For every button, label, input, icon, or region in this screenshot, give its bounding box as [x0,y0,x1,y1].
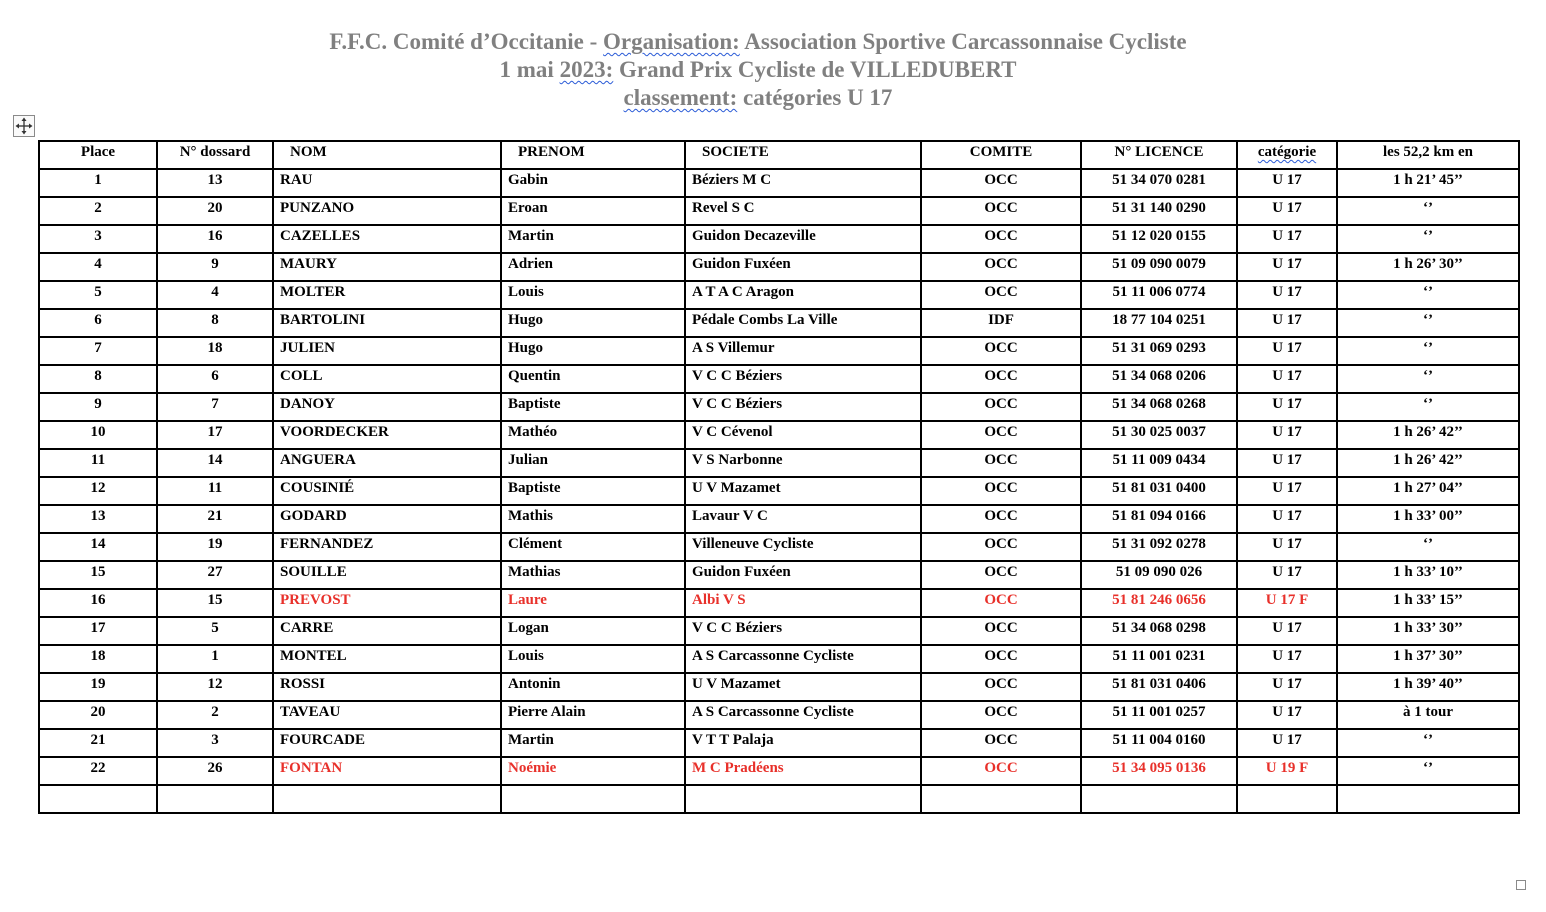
cell-licence: 51 81 031 0406 [1081,673,1237,701]
cell-licence: 51 31 069 0293 [1081,337,1237,365]
table-row [39,477,1519,505]
cell-comite: OCC [921,197,1081,225]
cell-place: 21 [39,729,157,757]
cell-nom: ROSSI [273,673,501,701]
cell-place: 2 [39,197,157,225]
cell-dossard: 4 [157,281,273,309]
cell-categorie: U 17 [1237,673,1337,701]
cell-temps: ‘’ [1337,309,1519,337]
cell-societe: Lavaur V C [685,505,921,533]
column-header: catégorie [1237,141,1337,169]
table-row [39,645,1519,673]
table-row [39,617,1519,645]
column-header: Place [39,141,157,169]
cell-dossard: 18 [157,337,273,365]
cell-comite: OCC [921,533,1081,561]
cell-societe: V C C Béziers [685,393,921,421]
cell-prenom: Logan [501,617,685,645]
cell-comite: OCC [921,365,1081,393]
cell-comite: OCC [921,421,1081,449]
cell-licence: 51 11 006 0774 [1081,281,1237,309]
cell-licence: 51 30 025 0037 [1081,421,1237,449]
cell-prenom: Noémie [501,757,685,785]
cell-place: 13 [39,505,157,533]
table-row [39,169,1519,197]
cell-prenom: Baptiste [501,477,685,505]
cell-licence: 51 31 092 0278 [1081,533,1237,561]
cell-licence: 51 11 001 0231 [1081,645,1237,673]
cell-licence: 51 34 068 0206 [1081,365,1237,393]
cell-categorie: U 17 [1237,477,1337,505]
cell-prenom: Gabin [501,169,685,197]
table-row [39,421,1519,449]
cell-comite: OCC [921,393,1081,421]
cell-nom: CAZELLES [273,225,501,253]
cell-prenom: Hugo [501,309,685,337]
cell-temps: 1 h 26’ 42’’ [1337,449,1519,477]
cell-comite: OCC [921,337,1081,365]
cell-licence: 51 09 090 026 [1081,561,1237,589]
cell-categorie: U 17 [1237,617,1337,645]
document-title [0,28,1516,112]
cell-licence: 51 34 070 0281 [1081,169,1237,197]
cell-comite: OCC [921,701,1081,729]
cell-societe: A S Carcassonne Cycliste [685,701,921,729]
cell-societe: A T A C Aragon [685,281,921,309]
cell-place: 3 [39,225,157,253]
cell-categorie: U 17 [1237,449,1337,477]
cell-categorie: U 17 [1237,337,1337,365]
cell-societe: Villeneuve Cycliste [685,533,921,561]
cell-comite: OCC [921,561,1081,589]
cell-temps: à 1 tour [1337,701,1519,729]
cell-place: 12 [39,477,157,505]
cell-societe: U V Mazamet [685,673,921,701]
cell-comite: OCC [921,617,1081,645]
cell-dossard: 17 [157,421,273,449]
cell-licence: 51 11 009 0434 [1081,449,1237,477]
cell-dossard: 5 [157,617,273,645]
cell-temps: 1 h 39’ 40’’ [1337,673,1519,701]
cell-dossard: 21 [157,505,273,533]
cell-place: 9 [39,393,157,421]
results-table [38,140,1520,814]
cell-nom: JULIEN [273,337,501,365]
table-row [39,197,1519,225]
table-row [39,281,1519,309]
table-row [39,449,1519,477]
cell-societe: U V Mazamet [685,477,921,505]
table-row [39,561,1519,589]
cell-temps: ‘’ [1337,281,1519,309]
cell-prenom: Antonin [501,673,685,701]
cell-nom: MONTEL [273,645,501,673]
resize-handle-icon[interactable] [1516,880,1526,890]
cell-categorie: U 17 [1237,421,1337,449]
cell-comite: OCC [921,505,1081,533]
cell-dossard: 1 [157,645,273,673]
cell-dossard: 7 [157,393,273,421]
cell-place: 16 [39,589,157,617]
cell-temps: ‘’ [1337,533,1519,561]
cell-nom: FERNANDEZ [273,533,501,561]
cell-place: 6 [39,309,157,337]
cell-place: 19 [39,673,157,701]
cell-societe: V S Narbonne [685,449,921,477]
cell-dossard: 2 [157,701,273,729]
cell-categorie: U 17 [1237,169,1337,197]
cell-nom: COLL [273,365,501,393]
cell-prenom: Adrien [501,253,685,281]
cell-place: 17 [39,617,157,645]
cell-categorie: U 17 [1237,729,1337,757]
table-row [39,393,1519,421]
cell-societe: Béziers M C [685,169,921,197]
cell-categorie: U 17 [1237,505,1337,533]
cell-temps: 1 h 33’ 15’’ [1337,589,1519,617]
cell-nom: FOURCADE [273,729,501,757]
cell-categorie: U 17 [1237,197,1337,225]
cell-nom: PUNZANO [273,197,501,225]
cell-societe: V C C Béziers [685,617,921,645]
cell-comite: OCC [921,589,1081,617]
cell-categorie: U 17 [1237,281,1337,309]
cell-nom: COUSINIÉ [273,477,501,505]
cell-place: 8 [39,365,157,393]
results-body [39,169,1519,813]
cell-place: 20 [39,701,157,729]
cell-licence: 51 31 140 0290 [1081,197,1237,225]
cell-comite [921,785,1081,813]
cell-licence: 51 34 095 0136 [1081,757,1237,785]
cell-temps: ‘’ [1337,393,1519,421]
cell-prenom: Martin [501,225,685,253]
cell-temps: 1 h 27’ 04’’ [1337,477,1519,505]
cell-nom: RAU [273,169,501,197]
cell-licence: 51 81 094 0166 [1081,505,1237,533]
cell-place: 11 [39,449,157,477]
cell-nom: SOUILLE [273,561,501,589]
cell-place: 15 [39,561,157,589]
move-arrows-icon[interactable] [13,115,35,137]
table-row [39,729,1519,757]
cell-prenom: Pierre Alain [501,701,685,729]
table-row [39,533,1519,561]
table-row [39,365,1519,393]
table-row [39,337,1519,365]
cell-categorie [1237,785,1337,813]
cell-categorie: U 17 [1237,393,1337,421]
cell-licence: 51 11 001 0257 [1081,701,1237,729]
cell-societe: Revel S C [685,197,921,225]
cell-temps: 1 h 26’ 30’’ [1337,253,1519,281]
cell-temps: 1 h 26’ 42’’ [1337,421,1519,449]
cell-nom: TAVEAU [273,701,501,729]
cell-licence: 51 81 031 0400 [1081,477,1237,505]
cell-categorie: U 17 F [1237,589,1337,617]
column-header: les 52,2 km en [1337,141,1519,169]
table-row [39,225,1519,253]
cell-temps: 1 h 21’ 45’’ [1337,169,1519,197]
cell-prenom: Louis [501,645,685,673]
cell-societe: V C C Béziers [685,365,921,393]
cell-comite: OCC [921,673,1081,701]
cell-categorie: U 17 [1237,365,1337,393]
cell-nom: VOORDECKER [273,421,501,449]
cell-prenom: Clément [501,533,685,561]
cell-licence: 51 81 246 0656 [1081,589,1237,617]
cell-place: 7 [39,337,157,365]
table-row [39,785,1519,813]
cell-comite: OCC [921,225,1081,253]
cell-nom: PREVOST [273,589,501,617]
table-row [39,757,1519,785]
title-line-1: F.F.C. Comité d’Occitanie - Organisation: Association Sportive Carcassonnaise Cycliste [329,29,1187,54]
cell-societe: V T T Palaja [685,729,921,757]
cell-prenom: Laure [501,589,685,617]
title-line-3: classement: catégories U 17 [623,85,893,110]
cell-societe: Guidon Fuxéen [685,253,921,281]
cell-categorie: U 17 [1237,533,1337,561]
cell-categorie: U 17 [1237,561,1337,589]
cell-dossard: 12 [157,673,273,701]
cell-licence: 51 09 090 0079 [1081,253,1237,281]
cell-dossard: 27 [157,561,273,589]
cell-nom [273,785,501,813]
cell-prenom: Julian [501,449,685,477]
table-row [39,589,1519,617]
cell-place [39,785,157,813]
cell-comite: OCC [921,645,1081,673]
cell-temps: 1 h 33’ 10’’ [1337,561,1519,589]
cell-societe: A S Villemur [685,337,921,365]
cell-dossard: 14 [157,449,273,477]
cell-dossard [157,785,273,813]
cell-place: 4 [39,253,157,281]
cell-dossard: 26 [157,757,273,785]
cell-nom: GODARD [273,505,501,533]
cell-temps: 1 h 33’ 00’’ [1337,505,1519,533]
cell-categorie: U 17 [1237,225,1337,253]
cell-place: 10 [39,421,157,449]
table-row [39,253,1519,281]
cell-licence: 51 34 068 0298 [1081,617,1237,645]
cell-prenom: Hugo [501,337,685,365]
cell-prenom: Mathis [501,505,685,533]
cell-dossard: 19 [157,533,273,561]
column-header: N° LICENCE [1081,141,1237,169]
cell-comite: OCC [921,281,1081,309]
cell-categorie: U 17 [1237,253,1337,281]
cell-nom: CARRE [273,617,501,645]
cell-dossard: 3 [157,729,273,757]
title-line-2: 1 mai 2023: Grand Prix Cycliste de VILLEDUBERT [499,57,1017,82]
cell-comite: OCC [921,449,1081,477]
cell-dossard: 16 [157,225,273,253]
cell-nom: FONTAN [273,757,501,785]
table-row [39,505,1519,533]
cell-licence: 51 12 020 0155 [1081,225,1237,253]
cell-societe: A S Carcassonne Cycliste [685,645,921,673]
cell-prenom: Mathéo [501,421,685,449]
cell-comite: OCC [921,253,1081,281]
cell-temps: ‘’ [1337,197,1519,225]
cell-dossard: 9 [157,253,273,281]
cell-dossard: 13 [157,169,273,197]
table-header-row [39,141,1519,169]
cell-comite: IDF [921,309,1081,337]
cell-licence: 51 34 068 0268 [1081,393,1237,421]
cell-nom: ANGUERA [273,449,501,477]
cell-prenom: Eroan [501,197,685,225]
table-row [39,673,1519,701]
cell-nom: BARTOLINI [273,309,501,337]
cell-place: 5 [39,281,157,309]
cell-societe: V C Cévenol [685,421,921,449]
cell-societe [685,785,921,813]
column-header: N° dossard [157,141,273,169]
cell-licence [1081,785,1237,813]
cell-societe: Guidon Decazeville [685,225,921,253]
cell-nom: MAURY [273,253,501,281]
cell-place: 22 [39,757,157,785]
cell-dossard: 11 [157,477,273,505]
table-row [39,701,1519,729]
cell-societe: Pédale Combs La Ville [685,309,921,337]
cell-dossard: 6 [157,365,273,393]
cell-place: 18 [39,645,157,673]
column-header: COMITE [921,141,1081,169]
cell-prenom: Martin [501,729,685,757]
cell-dossard: 20 [157,197,273,225]
cell-temps: ‘’ [1337,729,1519,757]
cell-categorie: U 17 [1237,309,1337,337]
cell-categorie: U 19 F [1237,757,1337,785]
cell-categorie: U 17 [1237,645,1337,673]
cell-licence: 18 77 104 0251 [1081,309,1237,337]
cell-place: 1 [39,169,157,197]
cell-comite: OCC [921,477,1081,505]
cell-dossard: 15 [157,589,273,617]
cell-societe: Albi V S [685,589,921,617]
cell-temps: ‘’ [1337,225,1519,253]
column-header: NOM [273,141,501,169]
cell-temps: ‘’ [1337,365,1519,393]
cell-dossard: 8 [157,309,273,337]
cell-nom: DANOY [273,393,501,421]
cell-prenom: Mathias [501,561,685,589]
cell-temps: 1 h 33’ 30’’ [1337,617,1519,645]
cell-comite: OCC [921,729,1081,757]
cell-societe: Guidon Fuxéen [685,561,921,589]
cell-societe: M C Pradéens [685,757,921,785]
cell-licence: 51 11 004 0160 [1081,729,1237,757]
cell-prenom: Quentin [501,365,685,393]
table-row [39,309,1519,337]
move-arrows-glyph [14,116,34,136]
cell-temps [1337,785,1519,813]
cell-categorie: U 17 [1237,701,1337,729]
column-header: PRENOM [501,141,685,169]
cell-prenom: Louis [501,281,685,309]
cell-nom: MOLTER [273,281,501,309]
column-header: SOCIETE [685,141,921,169]
cell-comite: OCC [921,757,1081,785]
cell-temps: ‘’ [1337,757,1519,785]
cell-temps: 1 h 37’ 30’’ [1337,645,1519,673]
cell-comite: OCC [921,169,1081,197]
cell-place: 14 [39,533,157,561]
cell-temps: ‘’ [1337,337,1519,365]
cell-prenom [501,785,685,813]
cell-prenom: Baptiste [501,393,685,421]
